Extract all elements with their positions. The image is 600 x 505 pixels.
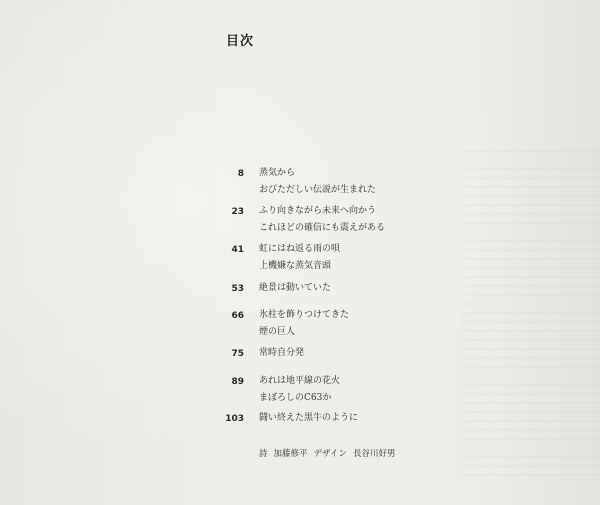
- toc-line: ふり向きながら未来へ向かう: [259, 206, 377, 216]
- credits-line: [259, 447, 401, 459]
- toc-line: 虹にはね返る雨の唄: [259, 244, 341, 254]
- page-title: 目次: [226, 34, 255, 49]
- show-through-texture: [460, 150, 600, 480]
- design-label: デザイン: [313, 449, 347, 459]
- toc-line: おびただしい伝説が生まれた: [259, 185, 377, 195]
- toc-page-number: 8: [237, 169, 244, 179]
- toc-line: 氷柱を飾りつけてきた: [259, 310, 350, 320]
- toc-entry-title: [259, 203, 385, 237]
- toc-page-number: 66: [231, 311, 244, 321]
- toc-entry-title: [259, 345, 304, 362]
- toc-entry-title: [259, 241, 340, 275]
- toc-page-number: 41: [231, 245, 244, 255]
- toc-page-number: 53: [231, 284, 244, 294]
- toc-line: 煙の巨人: [259, 327, 296, 337]
- toc-line: まぼろしのC63か: [259, 393, 332, 403]
- toc-page-number: 89: [231, 377, 244, 387]
- toc-line: あれは地平線の花火: [259, 376, 341, 386]
- toc-line: 常時自分発: [259, 348, 305, 358]
- toc-line: 上機嫌な蒸気音頭: [259, 261, 332, 271]
- poet-name: 加藤修平: [273, 449, 308, 459]
- toc-line: これほどの確信にも震えがある: [259, 223, 386, 233]
- poem-label: 詩: [259, 449, 268, 459]
- toc-page-number: 103: [225, 414, 244, 424]
- toc-line: 闘い終えた黒牛のように: [259, 413, 359, 423]
- toc-entry-title: [259, 165, 376, 199]
- toc-page-number: 75: [231, 349, 244, 359]
- toc-entry-title: [259, 410, 358, 427]
- toc-entry-title: [259, 280, 331, 297]
- toc-entry-title: [259, 307, 349, 341]
- toc-line: 絶景は動いていた: [259, 283, 332, 293]
- toc-line: 蒸気から: [259, 168, 296, 178]
- designer-name: 長谷川好男: [352, 449, 396, 459]
- toc-page-number: 23: [231, 207, 244, 217]
- toc-entry-title: [259, 373, 340, 407]
